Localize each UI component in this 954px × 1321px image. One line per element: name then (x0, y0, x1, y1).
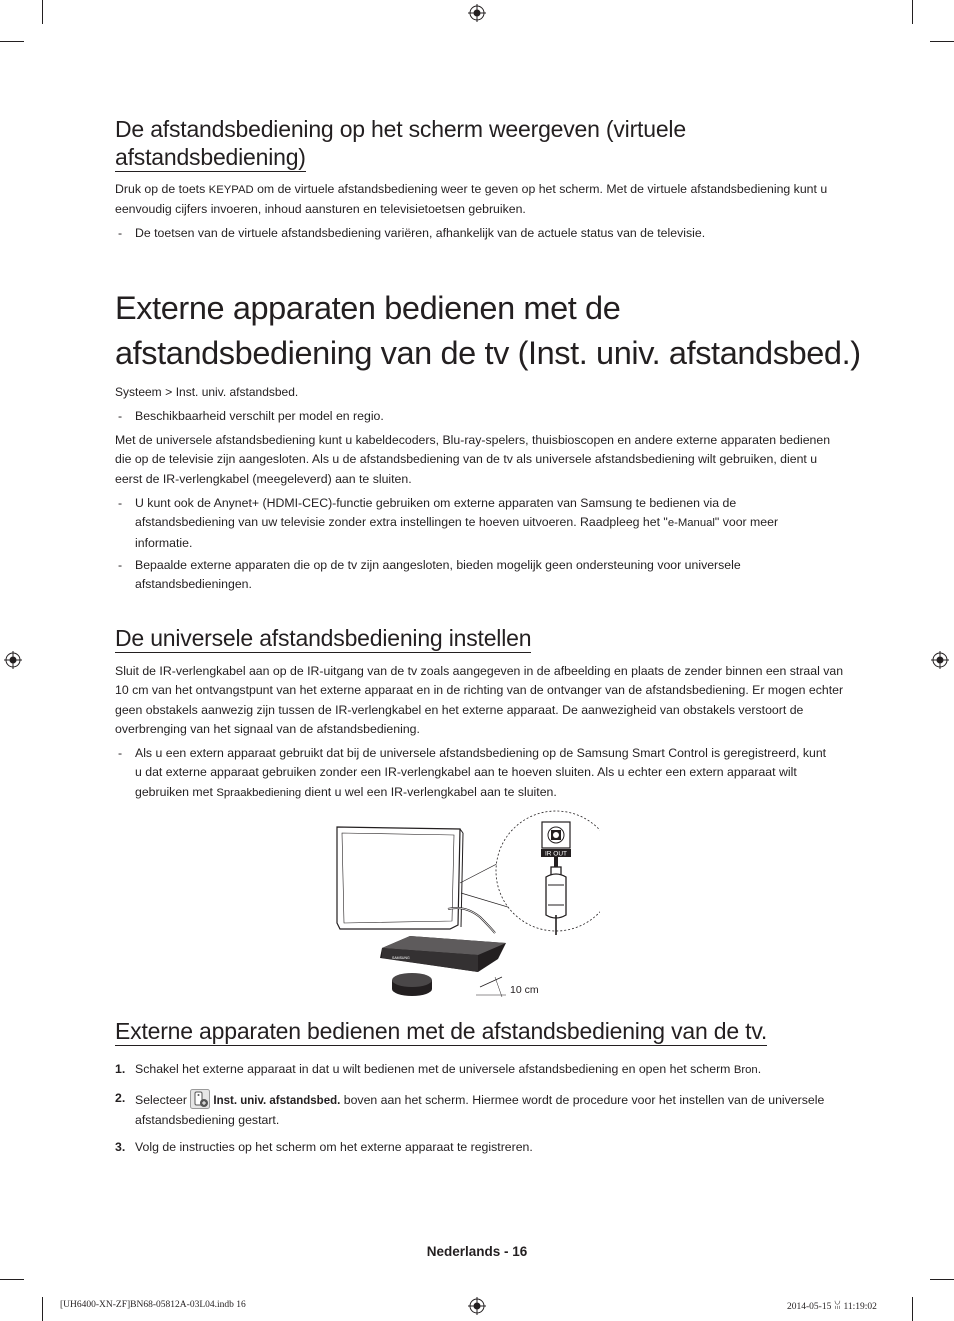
note-dash: - (118, 558, 123, 572)
step-text: Volg de instructies op het scherm om het externe apparaat te registreren. (135, 1140, 533, 1154)
note (115, 744, 835, 803)
note (115, 556, 835, 595)
text: Druk op de toets (115, 182, 209, 196)
title-line: afstandsbediening van de tv (Inst. univ. afstandsbed.) (115, 335, 861, 371)
step-item (115, 1060, 835, 1080)
note-text: Als u een extern apparaat gebruikt dat bij de universele afstandsbediening op de Samsung Smart Control is geregistreerd, kunt u dat externe apparaat gebruiken zonder een IR-verlengkabel aan te hoeven sluiten. Als u echter een extern apparaat wilt gebruiken met (135, 746, 827, 799)
source-key: Bron (733, 1064, 758, 1076)
universal-remote-setup-icon (190, 1089, 210, 1109)
note (115, 494, 835, 553)
text: om de virtuele afstandsbediening weer te geven op het scherm. Met de virtuele afstandsbediening kunt u eenvoudig cijfers invoeren, inhoud aansturen en televisietoetsen gebruiken. (115, 182, 828, 217)
note-text: " voor meer informatie. (135, 515, 779, 550)
ir-blaster-illustration (392, 973, 432, 996)
step-number: 3. (115, 1140, 126, 1154)
tv-illustration (337, 827, 463, 929)
crop-mark (42, 0, 43, 24)
title-line: De afstandsbediening op het scherm weergeven (virtuele (115, 116, 686, 142)
step-number: 1. (115, 1062, 126, 1076)
note (115, 407, 835, 426)
note-dash: - (118, 409, 123, 423)
title-line: Externe apparaten bedienen met de afstandsbediening van de tv. (115, 1018, 768, 1044)
menu-path (115, 383, 845, 402)
title-line: afstandsbediening) (115, 144, 306, 170)
file-slug: [UH6400-XN-ZF]BN68-05812A-03L04.indb 16 (60, 1300, 246, 1310)
crop-mark (912, 1297, 913, 1321)
voice-control-key: Spraakbediening (216, 786, 302, 799)
section-title-virtual-remote (115, 115, 686, 171)
step-item (115, 1138, 835, 1157)
note-dash: - (118, 746, 123, 760)
note-text: Beschikbaarheid verschilt per model en regio. (135, 409, 384, 423)
registration-mark-icon (931, 651, 949, 669)
crop-mark (912, 0, 913, 24)
registration-mark-icon (468, 4, 486, 22)
note-text: dient u wel een IR-verlengkabel aan te sluiten. (301, 784, 557, 799)
text: Met de universele afstandsbediening kunt u kabeldecoders, Blu-ray-spelers, thuisbioscopen en andere externe apparaten bedienen die op de televisie zijn aangesloten. Als u de afstandsbediening van de tv als universele afstandsbediening wilt gebruiken, dient u eerst de IR-verlengkabel (meegeleverd) aan te sluiten. (115, 433, 831, 486)
registration-mark-icon (4, 651, 22, 669)
step-text: Selecteer (135, 1093, 191, 1107)
menu-path-item: Inst. univ. afstandsbed. (175, 385, 299, 399)
text: Sluit de IR-verlengkabel aan op de IR-uitgang van de tv zoals aangegeven in de afbeelding en plaats de zender binnen een straal van 10 cm van het ontvangstpunt van het externe apparaat en in de richting van de ontvanger van de afstandsbediening. Er mogen echter geen obstakels aanwezig zijn tussen de IR-verlengkabel en het externe apparaat. De aanwezigheid van obstakels verstoort de overbrenging van het signaal van de afstandsbediening. (115, 664, 844, 737)
note-text: De toetsen van de virtuele afstandsbediening variëren, afhankelijk van de actuele status van de televisie. (135, 226, 706, 240)
note-text: Bepaalde externe apparaten die op de tv zijn aangesloten, bieden mogelijk geen ondersteuning voor universele afstandsbedieningen. (135, 558, 741, 592)
menu-item-key: Inst. univ. afstandsbed. (213, 1095, 341, 1107)
menu-path-item: Systeem (115, 385, 162, 399)
step-number: 2. (115, 1091, 126, 1105)
step-text: boven aan het scherm. Hiermee wordt de procedure voor het instellen van de universele afstandsbediening gestart. (135, 1093, 825, 1128)
menu-path-separator: > (161, 385, 176, 399)
step-text: . (757, 1062, 762, 1076)
crop-mark (0, 1279, 24, 1280)
section-title-control-devices (115, 1017, 767, 1045)
title-line: De universele afstandsbediening instellen (115, 625, 532, 651)
distance-label: 10 cm (510, 984, 539, 996)
device-brand: SAMSUNG (392, 956, 410, 960)
e-manual-key: e-Manual (667, 517, 715, 530)
paragraph (115, 431, 845, 489)
registration-mark-icon (468, 1297, 486, 1315)
section-title-setup (115, 624, 531, 652)
ir-cable-illustration (330, 805, 600, 1005)
crop-mark (930, 1279, 954, 1280)
section-title-universal-remote (115, 286, 861, 376)
crop-mark (0, 41, 24, 42)
title-line: Externe apparaten bedienen met de (115, 290, 621, 326)
external-device-illustration (380, 936, 506, 972)
ir-out-port-detail (496, 811, 600, 935)
crop-mark (42, 1297, 43, 1321)
note-text: U kunt ook de Anynet+ (HDMI-CEC)-functie gebruiken om externe apparaten van Samsung te bedienen via de afstandsbediening van uw televisie zonder extra instellingen te hoeven uitvoeren. Raadpleeg het " (135, 496, 737, 530)
crop-mark (930, 41, 954, 42)
paragraph (115, 662, 845, 740)
ir-out-label: IR OUT (544, 850, 568, 858)
note-dash: - (118, 496, 123, 510)
keypad-key: KEYPAD (208, 184, 254, 196)
paragraph (115, 180, 845, 220)
print-timestamp: 2014-05-15 ꈍ 11:19:02 (787, 1302, 877, 1312)
step-item (115, 1089, 835, 1131)
page-number: Nederlands - 16 (426, 1244, 528, 1259)
step-text: Schakel het externe apparaat in dat u wilt bedienen met de universele afstandsbediening en open het scherm (135, 1062, 734, 1076)
note-dash: - (118, 226, 123, 240)
note (115, 224, 835, 243)
